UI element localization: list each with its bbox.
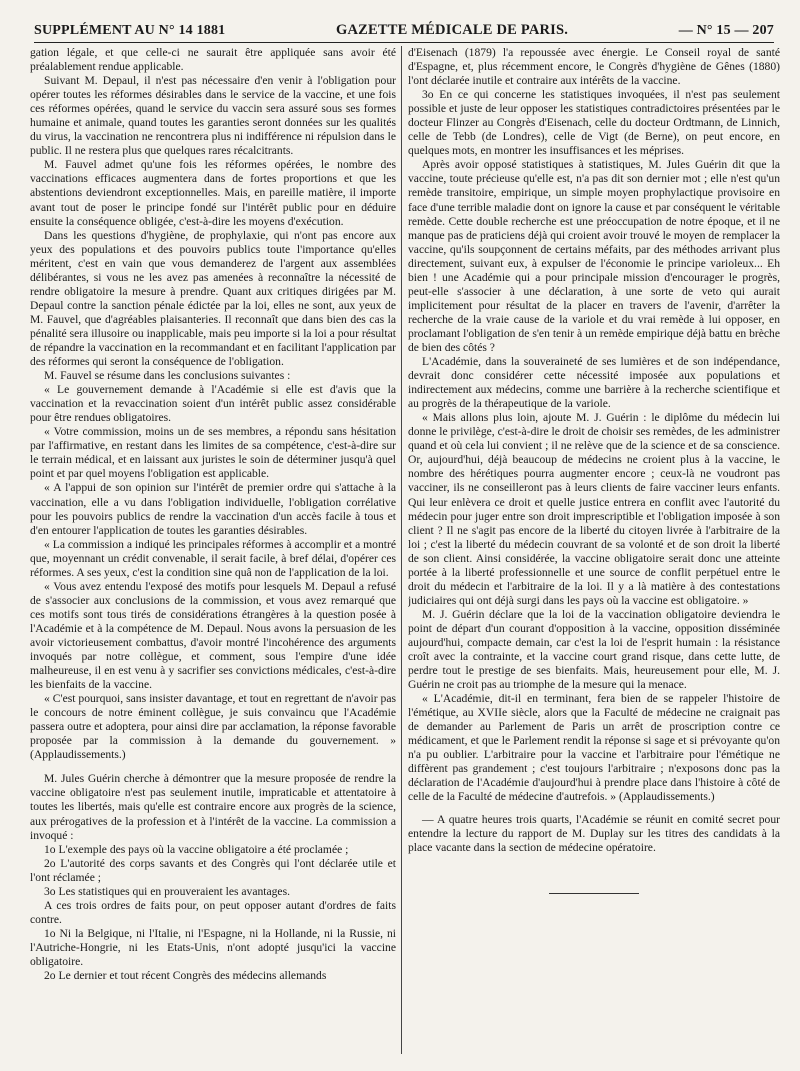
list-item: 2o L'autorité des corps savants et des Congrès qui l'ont déclarée utile et l'ont réclamée ;	[30, 856, 396, 884]
paragraph: — A quatre heures trois quarts, l'Académie se réunit en comité secret pour entendre la lecture du rapport de M. Duplay sur les titres des candidats à la place vacante dans la section de médecine opératoire.	[408, 812, 780, 854]
column-divider	[401, 46, 402, 1054]
paragraph: M. J. Guérin déclare que la loi de la vaccination obligatoire deviendra le point de départ d'un courant d'opposition à la vaccine, opposition disséminée aujourd'hui, compacte demain, car c'est la loi de l'esprit humain : la résistance croît avec la contrainte, et la vaccine court grand risque, dans cette lutte, de perdre tout le prestige de ses bienfaits. Mais, heureusement pour elle, M. J. Guérin ne croit pas au triomphe de la mesure qui la menace.	[408, 607, 780, 692]
left-column	[30, 46, 396, 1056]
paragraph: « Le gouvernement demande à l'Académie si elle est d'avis que la vaccination et la revaccination soient d'un intérêt public assez considérable pour être rendues obligatoires.	[30, 383, 396, 425]
list-item: 1o L'exemple des pays où la vaccine obligatoire a été proclamée ;	[44, 842, 349, 856]
paragraph: « Vous avez entendu l'exposé des motifs pour lesquels M. Depaul a refusé de s'associer aux conclusions de la commission, et vous avez remarqué que ces motifs sont tous tirés de considérations étrangères à la question posée à l'Académie et à la compétence de M. Depaul. Nous avons la persuasion de les avoir victorieusement combattus, d'avoir montré l'incohérence des arguments invoqués par notre collègue, et comment, sous l'empire d'une idée malheureuse, il en est venu à y sacrifier ses convictions médicales, c'est-à-dire les bienfaits de la vaccine.	[30, 579, 396, 692]
paragraph: Dans les questions d'hygiène, de prophylaxie, qui n'ont pas encore aux yeux des populations et des pouvoirs publics toute l'importance qu'elles méritent, c'est en vain que vous demanderez de l'argent aux assemblées délibérantes, si vous ne les avez pas amenées à reconnaître la nécessité de rendre obligatoire la mesure à prendre. Quant aux critiques dirigées par M. Depaul contre la sanction pénale édictée par la loi, elles ne sont, aux yeux de M. Fauvel, que d'agréables plaisanteries. Il reconnaît que dans bien des cas la pénalité sera illusoire ou inapplicable, mais peu importe si la loi a pour résultat de répandre la vaccination en la recommandant et en facilitant l'application par des réformes qui seront la conséquence de l'obligation.	[30, 228, 396, 369]
journal-title: GAZETTE MÉDICALE DE PARIS.	[335, 22, 569, 38]
right-column	[408, 46, 780, 1056]
paragraph: « Votre commission, moins un de ses membres, a répondu sans hésitation par l'affirmative, en restant dans les limites de sa compétence, c'est-à-dire sur le terrain médical, et en laissant aux juristes le soin de déterminer jusqu'à quel point et par quel moyens l'obligation est applicable.	[30, 425, 396, 481]
paragraph: Suivant M. Depaul, il n'est pas nécessaire d'en venir à l'obligation pour opérer toutes les réformes désirables dans le service de la vaccine, et une fois ces réformes opérées, quand le service du vaccin sera assuré sous ses formes humaine et animale, quand toutes les garanties seront données sur les qualités du virus, la vaccination ne rencontrera plus ni indifférence ni répulsion dans le public. Il ne restera plus que quelques rares récalcitrants.	[30, 74, 396, 158]
paragraph: « L'Académie, dit-il en terminant, fera bien de se rappeler l'histoire de l'émétique, au XVIIe siècle, alors que la Faculté de médecine ne craignait pas de demander au Parlement de Paris un arrêt de proscription contre ce médicament, et que le Parlement rendit la réponse si sage et si prévoyante qu'on n'a pu oublier. L'arbitraire pour la vaccine et l'arbitraire pour l'émétique ne diffèrent pas grandement ; c'est toujours l'arbitraire ; n'exposons donc pas la déclaration de l'Académie d'aujourd'hui à prendre place dans l'histoire à côté de celle de la Faculté de médecine d'autrefois. » (Applaudissements.)	[408, 692, 780, 804]
paragraph: M. Fauvel admet qu'une fois les réformes opérées, le nombre des vaccinations efficaces augmentera dans de fortes proportions et que les abstentions deviendront exceptionnelles. Mais, en pareille matière, il importe avant tout de poser le principe fondé sur l'intérêt public pour en déduire ensuite la conséquence obligée, c'est-à-dire les moyens d'exécution.	[30, 158, 396, 228]
paragraph: d'Eisenach (1879) l'a repoussée avec énergie. Le Conseil royal de santé d'Espagne, et, plus récemment encore, le Congrès d'hygiène de Gênes (1880) l'ont déclarée inutile et contraire aux intérêts de la vaccine.	[408, 46, 780, 88]
list-item: 3o Les statistiques qui en prouveraient les avantages.	[44, 884, 290, 898]
running-header	[34, 22, 774, 43]
paragraph: « A l'appui de son opinion sur l'intérêt de premier ordre qui s'attache à la vaccination, elle a vu dans l'obligation individuelle, l'obligation corrélative pour les pouvoirs publics de rendre la vaccination d'un accès facile à tous et d'en entourer l'application de toutes les garanties désirables.	[30, 481, 396, 537]
list-item: 3o En ce qui concerne les statistiques invoquées, il n'est pas seulement possible et juste de leur opposer les statistiques contradictoires présentées par le docteur Flinzer au Congrès d'Eisenach, celle du docteur Ordtmann, de Linnich, celle de Tebb (de Londres), celle de Vigt (de Berne), on peut encore, en quelques mots, en montrer les insuffisances et les méprises.	[408, 88, 780, 158]
list-item: 2o Le dernier et tout récent Congrès des médecins allemands	[44, 969, 327, 983]
list-item: 1o Ni la Belgique, ni l'Italie, ni l'Espagne, ni la Hollande, ni la Russie, ni l'Autriche-Hongrie, ni les Etats-Unis, n'ont adopté jusqu'ici la vaccine obligatoire.	[30, 926, 396, 968]
end-rule	[549, 893, 639, 894]
paragraph: « La commission a indiqué les principales réformes à accomplir et a montré que, moyennant un crédit convenable, il serait facile, à bref délai, d'opérer ces réformes. A ses yeux, c'est la condition sine quâ non de l'application de la loi.	[30, 537, 396, 579]
paragraph: gation légale, et que celle-ci ne saurait être appliquée sans avoir été préalablement rendue applicable.	[30, 46, 396, 74]
paragraph: Après avoir opposé statistiques à statistiques, M. Jules Guérin dit que la vaccine, toute précieuse qu'elle est, n'a pas dit son dernier mot ; elle n'est qu'un remède transitoire, empirique, un simple moyen prophylactique provisoire en face d'une terrible maladie dont on ignore la cause et par conséquent le véritable remède. Cette double recherche est une préoccupation de notre époque, et il ne manque pas de praticiens déjà qui croient avoir trouvé le moyen de remplacer la vaccine, qu'ils soupçonnent de certains méfaits, par des méthodes arrivant plus directement, suivant eux, à expulser de l'économie le principe varioleux... Eh bien ! une Académie qui a pour principale mission d'encourager le progrès, peut-elle s'associer à une déclaration, à une sorte de veto qui aurait implicitement pour résultat de la placer en travers de l'avenir, d'arrêter la recherche de la vraie cause de la variole et du vrai remède à lui opposer, en proclamant l'obligation de s'en tenir à un remède empirique déjà battu en brèche de bien des côtés ?	[408, 158, 780, 354]
paragraph: M. Jules Guérin cherche à démontrer que la mesure proposée de rendre la vaccine obligatoire n'est pas seulement inutile, impraticable et attentatoire à toutes les libertés, mais qu'elle est contraire encore aux progrès de la science, aux prérogatives de la profession et à l'intérêt de la vaccine. La commission a invoqué :	[30, 772, 396, 842]
paragraph: M. Fauvel se résume dans les conclusions suivantes :	[44, 369, 291, 383]
paragraph: « C'est pourquoi, sans insister davantage, et tout en regrettant de n'avoir pas le concours de notre éminent collègue, je suis convaincu que l'Académie passera outre et adoptera, pour ainsi dire par acclamation, la réponse favorable proposée par la commission à la demande du gouvernement. » (Applaudissements.)	[30, 692, 396, 762]
paragraph: A ces trois ordres de faits pour, on peut opposer autant d'ordres de faits contre.	[30, 898, 396, 926]
header-page-number: — N° 15 — 207	[678, 23, 774, 38]
paragraph: L'Académie, dans la souveraineté de ses lumières et de son indépendance, devrait donc considérer cette nécessité imposée aux populations et indirectement aux médecins, comme une barrière à la recherche scientifique et au progrès de la thérapeutique de la variole.	[408, 355, 780, 411]
header-left: SUPPLÉMENT AU N° 14 1881	[34, 23, 226, 38]
paragraph: « Mais allons plus loin, ajoute M. J. Guérin : le diplôme du médecin lui donne le privilège, c'est-à-dire le droit de choisir ses remèdes, de les administrer quand et où cela lui convient ; il ne relève que de la science et de sa conscience. Or, aujourd'hui, déjà beaucoup de médecins ne croient plus à la vaccine, le nombre des hérétiques pourra augmenter encore ; ceux-là ne voudront pas vacciner, ils ne conseilleront pas à leurs clients de faire vacciner leurs enfants. Qui leur enlèvera ce droit et quelle justice entrera en conflit avec l'autorité du médecin pour juger entre son droit imprescriptible et l'obligation imposée à son client ? Il ne s'agit pas encore de la liberté du citoyen livrée à l'arbitraire de la loi ; c'est la liberté du médecin couvrant de sa volonté et de son droit la liberté de son client. Ainsi considérée, la vaccine obligatoire serait donc une atteinte portée à la liberté professionnelle et une source de conflit perpétuel entre le droit du médecin et l'arbitraire de la loi. Il y a là matière à des contestations judiciaires qui ont déjà surgi dans les pays où la vaccine est obligatoire. »	[408, 411, 780, 607]
